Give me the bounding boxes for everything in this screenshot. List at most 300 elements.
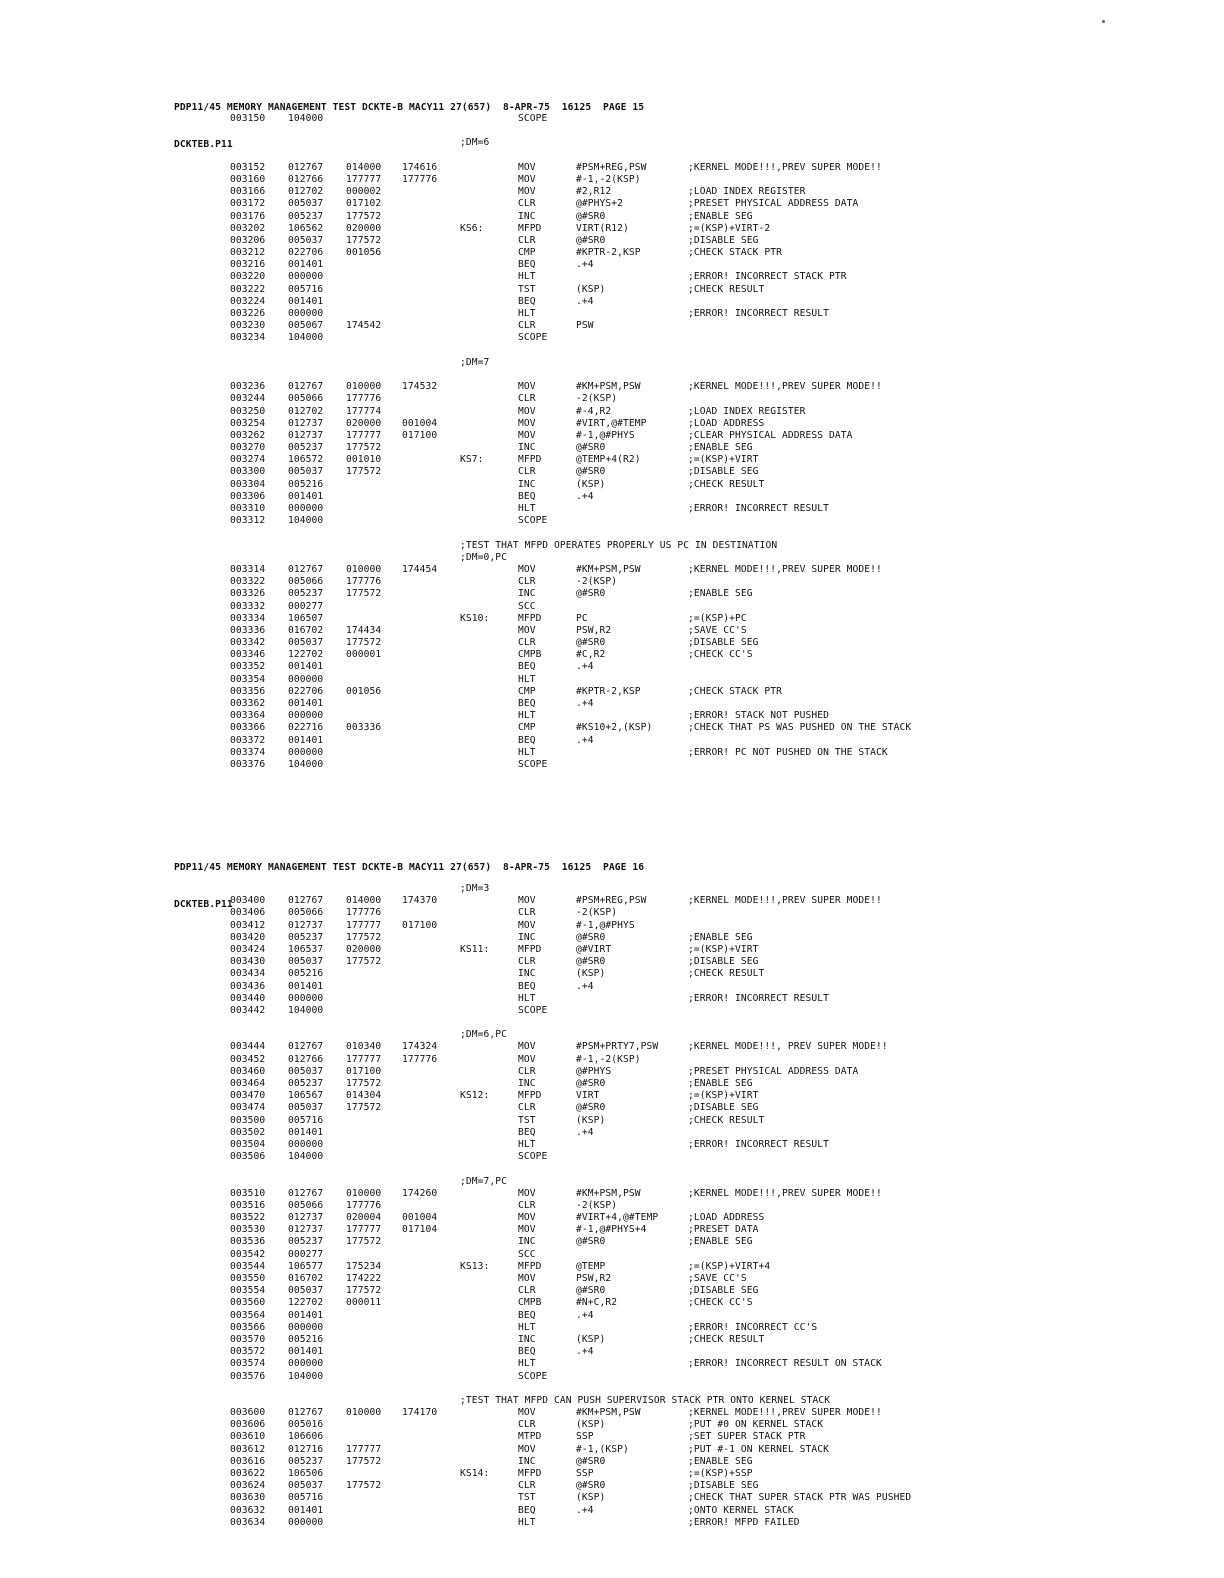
line-addr: 003502 [230,1126,266,1138]
line-addr: 003504 [230,1138,266,1150]
line-cmt: ;CHECK RESULT [688,478,765,490]
line-w1: 000000 [288,308,324,319]
line-label: ;DM=7,PC [460,1175,508,1187]
line-w3: 174532 [402,381,438,393]
line-cmt: ;CHECK STACK PTR [688,247,783,259]
line-w3: 174616 [402,161,438,173]
line-cmt: ;CHECK RESULT [688,283,765,295]
line-label: KS14: [460,1468,490,1479]
line-w1: 012766 [288,173,324,185]
line-addr: 003600 [230,1407,266,1419]
line-addr: 003364 [230,710,266,722]
line-arg: #2,R12 [576,186,612,198]
line-addr: 003150 [230,113,266,124]
line-addr: 003430 [230,956,266,968]
line-arg: @#SR0 [576,1102,606,1114]
line-op: BEQ [518,1126,536,1138]
line-w1: 000000 [288,1358,324,1370]
line-arg: @#SR0 [576,210,606,222]
line-addr: 003166 [230,186,266,198]
line-arg: @#SR0 [576,956,606,968]
line-w1: 005066 [288,1199,324,1211]
line-op: CLR [518,198,536,210]
line-addr: 003334 [230,612,266,624]
line-w1: 122702 [288,1297,324,1309]
line-w1: 000000 [288,1138,324,1150]
line-w2: 177572 [346,1285,382,1297]
line-op: MOV [518,624,536,636]
line-w1: 106577 [288,1260,324,1272]
line-label: ;DM=6,PC [460,1029,508,1041]
line-w1: 106537 [288,943,324,955]
line-addr: 003270 [230,442,266,454]
line-addr: 003354 [230,673,266,685]
line-arg: .+4 [576,1346,594,1358]
line-cmt: ;PRESET PHYSICAL ADDRESS DATA [688,1065,859,1077]
line-w1: 022716 [288,722,324,734]
line-w3: 177776 [402,173,438,185]
line-addr: 003536 [230,1236,266,1248]
line-w1: 005037 [288,956,324,968]
line-w2: 177572 [346,1480,382,1492]
line-cmt: ;PRESET PHYSICAL ADDRESS DATA [688,198,859,210]
line-label: KS12: [460,1090,490,1102]
line-op: INC [518,1078,536,1089]
line-cmt: ;DISABLE SEG [688,1102,759,1114]
line-addr: 003172 [230,198,266,210]
line-cmt: ;KERNEL MODE!!!, PREV SUPER MODE!! [688,1041,888,1053]
line-cmt: ;ERROR! PC NOT PUSHED ON THE STACK [688,746,888,758]
line-op: BEQ [518,980,536,992]
line-label: ;DM=0,PC [460,551,508,563]
line-arg: (KSP) [576,1114,606,1126]
line-w1: 122702 [288,649,324,661]
line-w1: 012767 [288,1041,324,1053]
line-op: BEQ [518,734,536,746]
line-w2: 177776 [346,1199,382,1211]
line-addr: 003566 [230,1321,266,1333]
line-addr: 003226 [230,308,266,319]
line-w1: 012716 [288,1443,324,1455]
line-addr: 003346 [230,649,266,661]
line-addr: 003322 [230,576,266,588]
line-arg: PSW,R2 [576,624,612,636]
line-op: SCOPE [518,515,548,527]
line-cmt: ;KERNEL MODE!!!,PREV SUPER MODE!! [688,381,882,393]
line-arg: @TEMP+4(R2) [576,454,641,466]
line-addr: 003372 [230,734,266,746]
line-w2: 010000 [346,1407,382,1419]
line-cmt: ;SAVE CC'S [688,624,747,636]
line-arg: PSW,R2 [576,1273,612,1284]
line-op: HLT [518,503,536,514]
line-arg: SSP [576,1431,594,1443]
line-w1: 016702 [288,624,324,636]
line-op: CMPB [518,649,542,661]
line-w2: 014000 [346,161,382,173]
line-addr: 003630 [230,1492,266,1504]
line-cmt: ;ERROR! INCORRECT RESULT [688,503,830,514]
line-op: CLR [518,234,536,246]
line-w1: 000000 [288,710,324,722]
line-w1: 005716 [288,283,324,295]
line-addr: 003176 [230,210,266,222]
line-op: MFPD [518,1260,542,1272]
line-w1: 005716 [288,1492,324,1504]
line-w1: 005216 [288,1333,324,1345]
line-cmt: ;=(KSP)+VIRT [688,1090,759,1102]
line-w3: 174370 [402,895,438,907]
line-w2: 174434 [346,624,382,636]
line-w1: 106606 [288,1431,324,1443]
line-op: CMP [518,685,536,697]
line-w1: 106507 [288,612,324,624]
line-cmt: ;=(KSP)+VIRT-2 [688,222,771,234]
line-arg: #KM+PSM,PSW [576,381,641,393]
line-arg: @#SR0 [576,466,606,478]
line-op: MOV [518,381,536,393]
line-label: KS7: [460,454,484,466]
line-cmt: ;ONTO KERNEL STACK [688,1504,794,1516]
line-arg: @#SR0 [576,1078,606,1089]
line-w1: 005237 [288,588,324,600]
line-op: SCOPE [518,1004,548,1016]
line-addr: 003236 [230,381,266,393]
line-w2: 020004 [346,1212,382,1224]
line-addr: 003516 [230,1199,266,1211]
line-w1: 012767 [288,895,324,907]
line-addr: 003464 [230,1078,266,1089]
line-cmt: ;DISABLE SEG [688,234,759,246]
line-addr: 003230 [230,320,266,332]
line-w1: 104000 [288,515,324,527]
line-cmt: ;ENABLE SEG [688,588,753,600]
line-op: MFPD [518,1090,542,1102]
line-addr: 003434 [230,968,266,980]
line-op: HLT [518,1516,536,1528]
line-arg: #-1,-2(KSP) [576,1053,641,1065]
line-w1: 106572 [288,454,324,466]
line-addr: 003376 [230,758,266,770]
line-cmt: ;CHECK THAT PS WAS PUSHED ON THE STACK [688,722,912,734]
line-w1: 106562 [288,222,324,234]
line-w1: 000000 [288,271,324,283]
line-cmt: ;ERROR! INCORRECT RESULT [688,1138,830,1150]
line-w1: 005067 [288,320,324,332]
page16-title: PDP11/45 MEMORY MANAGEMENT TEST DCKTE-B MACY11 27(657) 8-APR-75 16125 PAGE 16 [174,862,645,874]
line-w1: 005037 [288,1285,324,1297]
line-op: MOV [518,1273,536,1284]
line-op: INC [518,442,536,454]
line-arg: @#SR0 [576,442,606,454]
line-addr: 003624 [230,1480,266,1492]
line-w2: 177572 [346,956,382,968]
line-w2: 177572 [346,466,382,478]
line-addr: 003310 [230,503,266,514]
line-addr: 003152 [230,161,266,173]
line-addr: 003474 [230,1102,266,1114]
page15-file: DCKTEB.P11 [174,139,233,150]
line-arg: (KSP) [576,968,606,980]
line-addr: 003530 [230,1224,266,1236]
line-op: MOV [518,919,536,931]
line-addr: 003342 [230,637,266,649]
line-w1: 005237 [288,931,324,943]
line-op: CLR [518,466,536,478]
line-addr: 003366 [230,722,266,734]
line-w1: 001401 [288,490,324,502]
line-op: HLT [518,746,536,758]
line-arg: SSP [576,1468,594,1479]
line-cmt: ;ERROR! MFPD FAILED [688,1516,800,1528]
line-addr: 003570 [230,1333,266,1345]
line-w1: 005216 [288,478,324,490]
line-arg: .+4 [576,1309,594,1321]
line-arg: .+4 [576,295,594,307]
line-w1: 005066 [288,907,324,919]
line-arg: @#PHYS [576,1065,612,1077]
line-arg: @#SR0 [576,1236,606,1248]
line-label: ;TEST THAT MFPD OPERATES PROPERLY US PC IN DESTINATION [460,539,778,551]
line-arg: @#SR0 [576,637,606,649]
line-addr: 003262 [230,429,266,441]
line-addr: 003634 [230,1516,266,1528]
line-w1: 012767 [288,161,324,173]
line-addr: 003212 [230,247,266,259]
line-cmt: ;CHECK RESULT [688,968,765,980]
line-arg: @#SR0 [576,931,606,943]
line-addr: 003424 [230,943,266,955]
line-op: MOV [518,1212,536,1224]
line-w1: 012737 [288,1212,324,1224]
line-w1: 022706 [288,247,324,259]
line-w2: 174222 [346,1273,382,1284]
line-addr: 003506 [230,1151,266,1163]
line-op: MOV [518,1443,536,1455]
line-arg: #-1,-2(KSP) [576,173,641,185]
line-w1: 001401 [288,1346,324,1358]
line-cmt: ;KERNEL MODE!!!,PREV SUPER MODE!! [688,563,882,575]
line-op: BEQ [518,259,536,271]
page16-file: DCKTEB.P11 [174,899,233,910]
line-w2: 014000 [346,895,382,907]
line-op: INC [518,1236,536,1248]
line-arg: PSW [576,320,594,332]
line-addr: 003306 [230,490,266,502]
line-cmt: ;DISABLE SEG [688,466,759,478]
line-w2: 020000 [346,943,382,955]
line-addr: 003452 [230,1053,266,1065]
line-op: CLR [518,576,536,588]
line-cmt: ;ENABLE SEG [688,931,753,943]
line-w2: 177572 [346,1078,382,1089]
line-arg: #KM+PSM,PSW [576,1187,641,1199]
line-arg: .+4 [576,734,594,746]
line-arg: #PSM+REG,PSW [576,161,647,173]
line-addr: 003362 [230,698,266,709]
line-w2: 010000 [346,1187,382,1199]
line-addr: 003522 [230,1212,266,1224]
line-addr: 003444 [230,1041,266,1053]
line-addr: 003616 [230,1455,266,1467]
line-arg: #VIRT+4,@#TEMP [576,1212,659,1224]
line-w1: 005216 [288,968,324,980]
line-op: HLT [518,673,536,685]
line-op: MOV [518,173,536,185]
line-cmt: ;PUT #-1 ON KERNEL STACK [688,1443,830,1455]
line-label: KS13: [460,1260,490,1272]
line-w2: 000001 [346,649,382,661]
line-addr: 003244 [230,393,266,405]
line-arg: #C,R2 [576,649,606,661]
line-arg: #KS10+2,(KSP) [576,722,653,734]
line-cmt: ;=(KSP)+SSP [688,1468,753,1479]
line-w2: 177774 [346,405,382,417]
line-w1: 005037 [288,637,324,649]
line-addr: 003542 [230,1248,266,1260]
line-arg: #-1,(KSP) [576,1443,629,1455]
line-op: CLR [518,1480,536,1492]
line-arg: .+4 [576,1126,594,1138]
line-addr: 003576 [230,1370,266,1382]
line-arg: #-1,@#PHYS+4 [576,1224,647,1236]
line-arg: #KPTR-2,KSP [576,685,641,697]
line-op: CLR [518,907,536,919]
line-w1: 001401 [288,295,324,307]
line-cmt: ;KERNEL MODE!!!,PREV SUPER MODE!! [688,161,882,173]
line-op: CLR [518,1199,536,1211]
line-w1: 012737 [288,1224,324,1236]
line-op: BEQ [518,1309,536,1321]
line-op: CMP [518,247,536,259]
line-w1: 005237 [288,1236,324,1248]
line-op: CLR [518,1102,536,1114]
line-op: BEQ [518,295,536,307]
line-cmt: ;SET SUPER STACK PTR [688,1431,806,1443]
line-label: ;DM=7 [460,356,490,368]
line-op: CLR [518,320,536,332]
line-cmt: ;DISABLE SEG [688,1480,759,1492]
line-op: CLR [518,1419,536,1431]
line-w2: 010000 [346,381,382,393]
line-op: CLR [518,637,536,649]
line-arg: .+4 [576,698,594,709]
line-addr: 003612 [230,1443,266,1455]
line-cmt: ;KERNEL MODE!!!,PREV SUPER MODE!! [688,1187,882,1199]
line-addr: 003332 [230,600,266,612]
line-w1: 000277 [288,1248,324,1260]
line-arg: @#PHYS+2 [576,198,624,210]
line-addr: 003220 [230,271,266,283]
line-addr: 003550 [230,1273,266,1284]
line-addr: 003202 [230,222,266,234]
line-addr: 003572 [230,1346,266,1358]
line-w1: 000000 [288,673,324,685]
line-label: ;DM=3 [460,883,490,894]
line-cmt: ;ERROR! INCORRECT RESULT [688,308,830,319]
line-arg: -2(KSP) [576,393,618,405]
line-op: MOV [518,563,536,575]
line-w2: 017100 [346,1065,382,1077]
line-w1: 012767 [288,1407,324,1419]
line-w1: 012766 [288,1053,324,1065]
line-w2: 177572 [346,210,382,222]
line-cmt: ;DISABLE SEG [688,1285,759,1297]
line-op: MOV [518,1187,536,1199]
line-op: HLT [518,992,536,1004]
line-w3: 174324 [402,1041,438,1053]
line-op: MFPD [518,1468,542,1479]
line-w1: 001401 [288,734,324,746]
line-arg: #VIRT,@#TEMP [576,417,647,429]
line-op: TST [518,283,536,295]
line-addr: 003224 [230,295,266,307]
line-cmt: ;LOAD ADDRESS [688,1212,765,1224]
line-addr: 003326 [230,588,266,600]
line-w2: 000011 [346,1297,382,1309]
line-addr: 003250 [230,405,266,417]
line-cmt: ;CHECK RESULT [688,1333,765,1345]
line-w3: 001004 [402,1212,438,1224]
line-w1: 005037 [288,234,324,246]
line-cmt: ;CHECK CC'S [688,649,753,661]
line-w2: 177777 [346,429,382,441]
line-arg: #-4,R2 [576,405,612,417]
line-op: SCC [518,600,536,612]
line-addr: 003374 [230,746,266,758]
line-cmt: ;ERROR! INCORRECT RESULT ON STACK [688,1358,882,1370]
line-w3: 174260 [402,1187,438,1199]
line-addr: 003222 [230,283,266,295]
line-w2: 177572 [346,588,382,600]
line-cmt: ;ENABLE SEG [688,1078,753,1089]
line-cmt: ;ENABLE SEG [688,210,753,222]
line-arg: -2(KSP) [576,1199,618,1211]
line-cmt: ;=(KSP)+VIRT [688,454,759,466]
line-arg: (KSP) [576,1333,606,1345]
line-arg: @#VIRT [576,943,612,955]
line-arg: @#SR0 [576,1285,606,1297]
line-op: MOV [518,895,536,907]
line-w1: 005237 [288,442,324,454]
line-w1: 022706 [288,685,324,697]
line-addr: 003420 [230,931,266,943]
line-label: ;TEST THAT MFPD CAN PUSH SUPERVISOR STACK PTR ONTO KERNEL STACK [460,1394,831,1406]
line-w2: 177572 [346,931,382,943]
line-op: SCOPE [518,332,548,344]
line-w1: 005037 [288,1065,324,1077]
line-op: CLR [518,393,536,405]
line-w1: 104000 [288,1151,324,1163]
line-w1: 000000 [288,503,324,514]
line-w1: 012767 [288,1187,324,1199]
line-cmt: ;DISABLE SEG [688,956,759,968]
line-w1: 001401 [288,698,324,709]
line-cmt: ;LOAD INDEX REGISTER [688,405,806,417]
line-op: INC [518,478,536,490]
line-w1: 005716 [288,1114,324,1126]
line-arg: #N+C,R2 [576,1297,618,1309]
line-w2: 177777 [346,1053,382,1065]
line-cmt: ;DISABLE SEG [688,637,759,649]
line-arg: @#SR0 [576,1455,606,1467]
line-arg: #-1,@#PHYS [576,429,635,441]
line-w2: 177777 [346,919,382,931]
line-w1: 000000 [288,1321,324,1333]
line-w1: 000000 [288,992,324,1004]
line-w2: 003336 [346,722,382,734]
line-w2: 001010 [346,454,382,466]
